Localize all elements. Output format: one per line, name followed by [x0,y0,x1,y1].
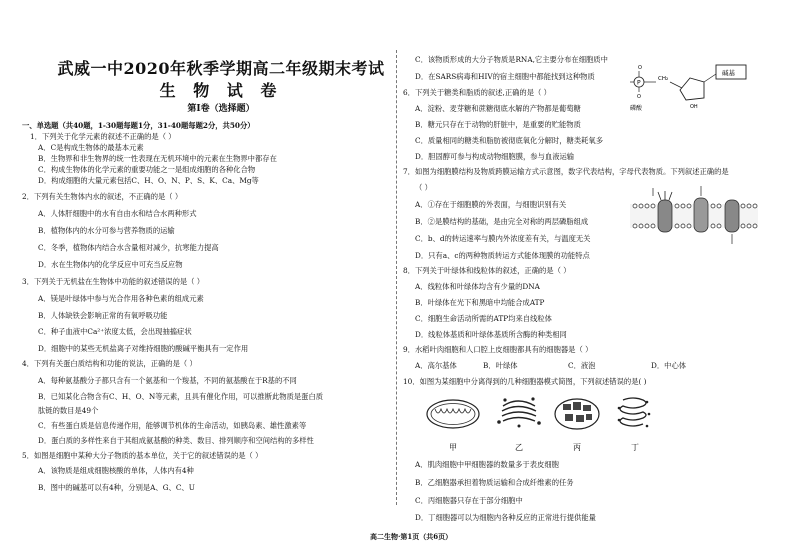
oxygen-label-top: O [638,65,642,71]
q7-option-d: D．只有a、c的两种物质转运方式能体现膜的功能特点 [415,251,590,260]
q6-option-d: D．胆固醇可参与构成动物细胞膜，参与血液运输 [415,152,575,161]
instructions-line: 一、单选题（共40题，1-30题每题1分，31-40题每题2分，共50分） [22,121,255,130]
ch2-label: CH₂ [658,76,669,82]
q6-option-c: C．质量相同的糖类和脂肪被彻底氧化分解时，糖类耗氧多 [415,136,604,145]
organelle-label-ding: 丁 [631,443,639,452]
q2-option-a: A．人体肝细胞中的水有自由水和结合水两种形式 [38,209,197,218]
q4-option-b: B．已知某化合物含有C、H、O、N等元素，且具有催化作用，可以推断此物质是蛋白质 [38,392,324,401]
organelle-label-bing: 丙 [573,443,581,452]
q10-stem: 10．如图为某细胞中分离得到的几种细胞器模式简图，下列叙述错误的是( ) [403,377,647,386]
q3-option-a: A．镁是叶绿体中参与光合作用各种色素的组成元素 [38,294,204,303]
q2-option-b: B．植物体内的水分可参与营养物质的运输 [38,226,175,235]
oxygen-label-bottom: O [637,94,641,100]
q7-option-a: A．①存在于细胞膜的外表面，与细胞识别有关 [415,200,567,209]
q9-option-c: C．液泡 [568,361,596,370]
nucleotide-diagram [628,60,780,114]
organelle-label-yi: 乙 [515,443,523,452]
q1-option-a: A．C是构成生物体的最基本元素 [38,143,144,152]
cell-membrane-diagram [625,182,765,250]
golgi-figure [497,397,541,427]
phosphorus-label: P [637,79,641,87]
q10-option-a: A．肌肉细胞中甲细胞器的数量多于表皮细胞 [415,460,559,469]
q5-option-c: C．该物质形成的大分子物质是RNA,它主要分布在细胞质中 [415,55,608,64]
q7-stem-paren: （ ） [415,183,432,192]
q6-stem: 6．下列关于糖类和脂质的叙述,正确的是（ ） [403,88,551,97]
channel-protein [658,200,672,232]
ribose-ring-icon [680,78,704,100]
base-label: 碱基 [722,69,735,77]
transport-protein [725,200,739,232]
q4-option-b-cont: 肽链的数目是49个 [38,406,99,415]
q5-option-d: D．在SARS病毒和HIV的宿主细胞中都能找到这种物质 [415,72,595,81]
q10-option-d: D．丁细胞器可以为细胞内各种反应的正常进行提供能量 [415,513,596,522]
q7-option-b: B．②是膜结构的基础，是由完全对称的两层磷脂组成 [415,217,589,226]
q3-option-d: D．细胞中的某些无机盐离子对维持细胞的酸碱平衡具有一定作用 [38,344,249,353]
chloroplast-figure [555,399,599,429]
q3-option-b: B．人体缺铁会影响正常的有氧呼吸功能 [38,311,168,320]
q2-option-c: C．冬季，植物体内结合水含量相对减少，抗寒能力提高 [38,243,219,252]
organelle-label-jia: 甲 [449,443,457,452]
q6-option-a: A．淀粉、麦芽糖和蔗糖彻底水解的产物都是葡萄糖 [415,104,581,113]
q7-stem: 7．如图为细胞膜结构及物质跨膜运输方式示意图，数字代表结构，字母代表物质。下列叙述正确的是 [403,167,729,176]
q1-stem: 1．下列关于化学元素的叙述不正确的是（ ） [30,132,176,141]
q9-option-a: A．高尔基体 [415,361,457,370]
q5-option-b: B．图中的碱基可以有4种，分别是A、G、C、U [38,483,195,492]
q8-option-c: C．细胞生命活动所需的ATP均来自线粒体 [415,314,552,323]
q4-option-c: C．有些蛋白质是信息传递作用，能够调节机体的生命活动，如胰岛素、雄性激素等 [38,421,307,430]
carrier-protein [694,198,708,232]
q10-option-b: B．乙细胞器承担着物质运输和合成纤维素的任务 [415,478,574,487]
page-footer: 高二生物·第1页（共6页） [370,532,453,541]
q2-option-d: D．水在生物体内的化学反应中可充当反应物 [38,260,183,269]
q7-option-c: C．b、d的转运速率与膜内外浓度差有关，与温度无关 [415,234,591,243]
q1-option-d: D．构成细胞的大量元素包括C、H、O、N、P、S、K、Ca、Mg等 [38,176,259,185]
q8-option-d: D．线粒体基质和叶绿体基质所含酶的种类相同 [415,330,567,339]
exam-title: 武威一中2020年秋季学期高二年级期末考试 [57,59,385,78]
column-divider [396,50,397,505]
organelle-diagram [413,392,673,456]
q3-stem: 3．下列关于无机盐在生物体中功能的叙述错误的是（ ） [22,277,205,286]
endoplasmic-reticulum-figure [618,398,651,427]
section-heading: 第Ⅰ卷（选择题） [187,104,255,114]
q8-option-b: B．叶绿体在光下和黑暗中均能合成ATP [415,298,545,307]
q4-stem: 4．下列有关蛋白质结构和功能的说法，正确的是（ ） [22,359,197,368]
q5-stem: 5．如图是细胞中某种大分子物质的基本单位，关于它的叙述错误的是（ ） [22,451,263,460]
q10-option-c: C．丙细胞器只存在于部分细胞中 [415,496,523,505]
q9-option-d: D．中心体 [651,361,687,370]
q1-option-b: B．生物界和非生物界的统一性表现在无机环境中的元素在生物界中都存在 [38,154,277,163]
q4-option-d: D．蛋白质的多样性来自于其组成氨基酸的种类、数目、排列顺序和空间结构的多样性 [38,436,314,445]
q5-option-a: A．该物质是组成细胞核酸的单体，人体内有4种 [38,466,194,475]
q1-option-c: C．构成生物体的化学元素的重要功能之一是组成细胞的各种化合物 [38,165,256,174]
phosphate-label: 磷酸 [630,105,643,112]
q9-stem: 9．水稻叶肉细胞和人口腔上皮细胞都具有的细胞器是（ ） [403,345,593,354]
exam-subtitle: 生 物 试 卷 [159,81,283,100]
q3-option-c: C．种子血液中Ca²⁺浓度太低，会出现抽搐症状 [38,327,192,336]
mitochondrion-figure [427,400,479,428]
q4-option-a: A．每种氨基酸分子都只含有一个氨基和一个羧基，不同的氨基酸在于R基的不同 [38,376,297,385]
q9-option-b: B．叶绿体 [483,361,518,370]
q8-stem: 8．下列关于叶绿体和线粒体的叙述，正确的是（ ） [403,266,571,275]
q6-option-b: B．糖元只存在于动物的肝脏中，是重要的贮能物质 [415,120,581,129]
q2-stem: 2．下列有关生物体内水的叙述，不正确的是（ ） [22,192,183,201]
hydroxyl-label: OH [690,104,698,110]
glycoprotein-icon [658,191,672,200]
q8-option-a: A．线粒体和叶绿体均含有少量的DNA [415,282,540,291]
